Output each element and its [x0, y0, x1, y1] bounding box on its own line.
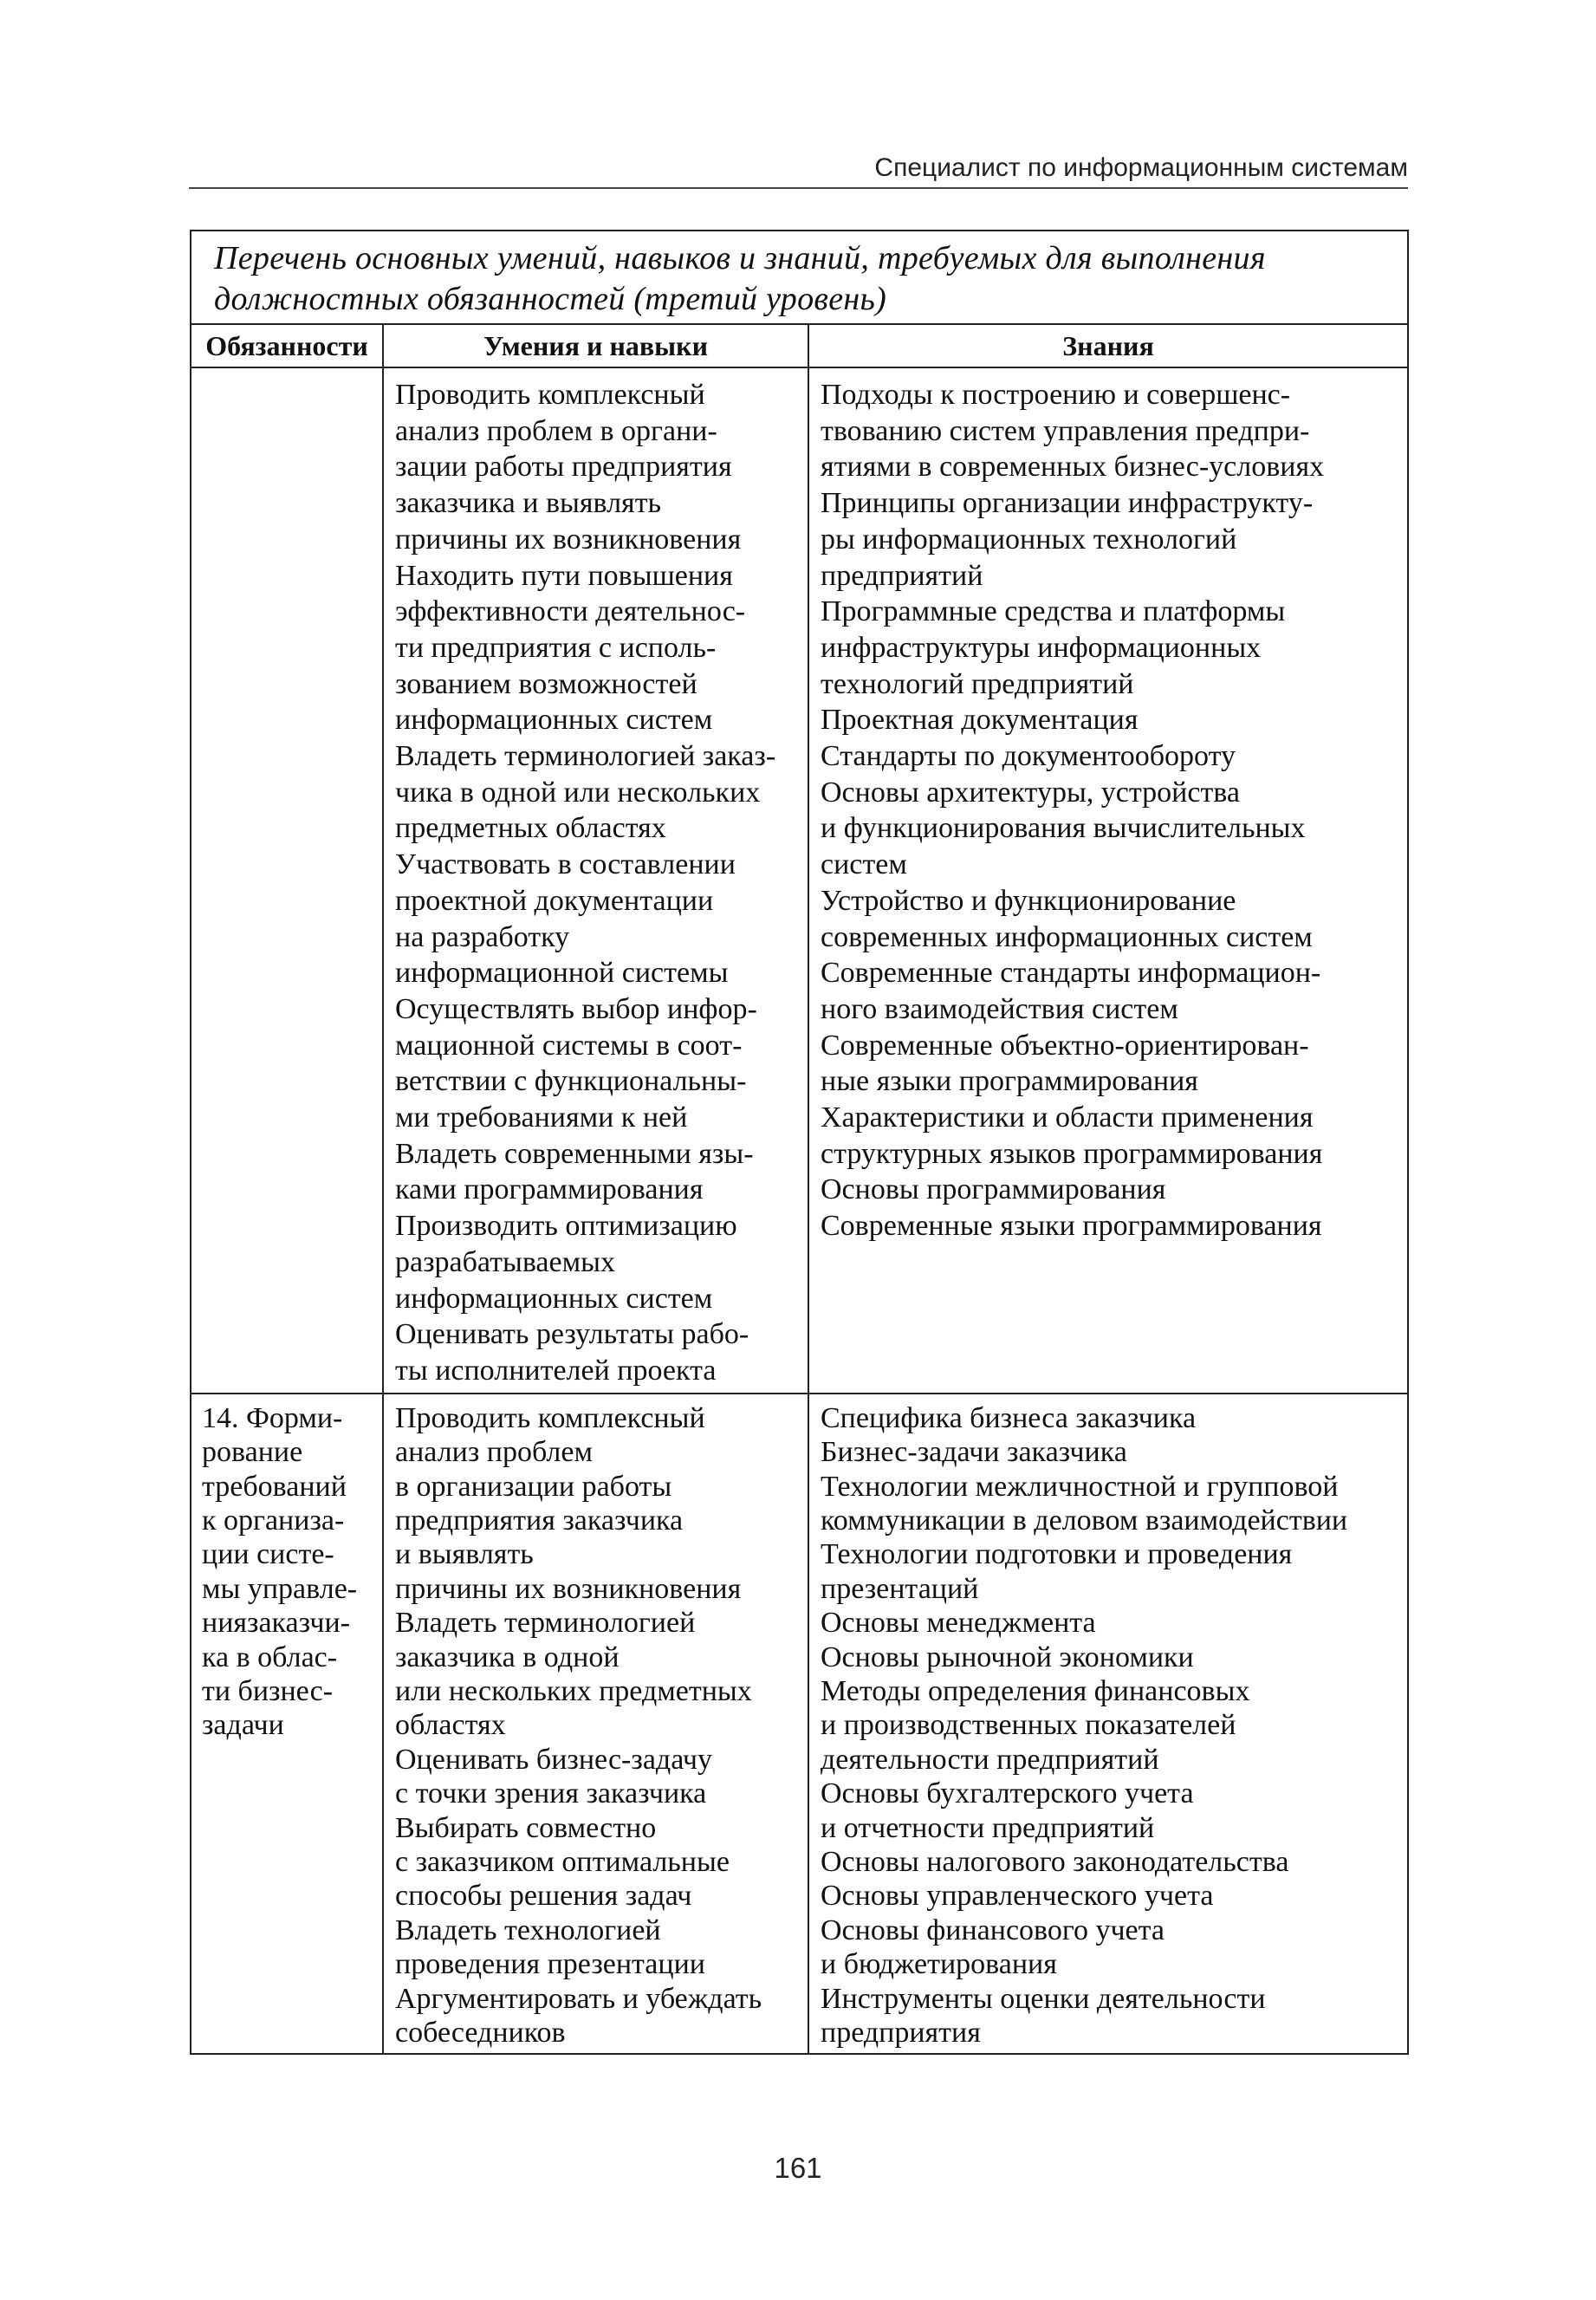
knowledge-line: ного взаимодействия систем [821, 992, 1178, 1025]
table-row [191, 1394, 1408, 2055]
table-row [191, 367, 1408, 1394]
skills-line: Находить пути повышения [395, 559, 733, 592]
skills-line: Оценивать бизнес-задачу [395, 1743, 713, 1776]
running-head-title: Специалист по информационным системам [874, 153, 1408, 182]
skills-line: причины их возникновения [395, 1572, 742, 1605]
duties-skills-knowledge-table [190, 230, 1409, 2055]
knowledge-line: структурных языков программирования [821, 1137, 1323, 1170]
skills-line: Производить оптимизацию [395, 1210, 737, 1243]
knowledge-line: и производственных показателей [821, 1709, 1236, 1742]
knowledge-line: Инструменты оценки деятельности [821, 1982, 1266, 2015]
caption-line: Перечень основных умений, навыков и знаний, требуемых для выполнения [214, 240, 1266, 276]
skills-line: в организации работы [395, 1470, 672, 1503]
skills-line: с заказчиком оптимальные [395, 1845, 730, 1878]
table-caption [191, 231, 1408, 324]
skills-line: собеседников [395, 2017, 566, 2049]
knowledge-line: презентаций [821, 1572, 979, 1605]
skills-line: ты исполнителей проекта [395, 1354, 717, 1387]
duty-cell [191, 1394, 383, 2055]
skills-line: эффективности деятельнос- [395, 595, 746, 628]
duty-line: мы управле- [202, 1572, 358, 1605]
skills-line: зованием возможностей [395, 667, 697, 700]
column-header-duties: Обязанности [191, 324, 383, 367]
knowledge-line: Стандарты по документообороту [821, 740, 1236, 773]
duty-line: задачи [202, 1709, 284, 1742]
knowledge-line: Устройство и функционирование [821, 884, 1236, 917]
table-caption-row [191, 231, 1408, 324]
knowledge-line: предприятий [821, 559, 983, 592]
knowledge-line: ры информационных технологий [821, 523, 1237, 556]
skills-line: проектной документации [395, 884, 714, 917]
knowledge-line: Современные языки программирования [821, 1210, 1322, 1243]
knowledge-line: коммуникации в деловом взаимодействии [821, 1504, 1348, 1537]
skills-line: ветствии с функциональны- [395, 1065, 747, 1098]
knowledge-line: Характеристики и области применения [821, 1101, 1314, 1134]
duty-line: ции систе- [202, 1538, 334, 1571]
duty-line: ка в облас- [202, 1641, 338, 1673]
skills-line: ти предприятия с исполь- [395, 631, 717, 664]
knowledge-line: Методы определения финансовых [821, 1674, 1250, 1707]
knowledge-line: Основы налогового законодательства [821, 1845, 1289, 1878]
knowledge-line: Программные средства и платформы [821, 595, 1286, 628]
skills-line: информационной системы [395, 957, 729, 990]
knowledge-line: предприятия [821, 2017, 981, 2049]
column-header-skills: Умения и навыки [383, 324, 808, 367]
knowledge-cell [808, 367, 1408, 1394]
duty-line: 14. Форми- [202, 1401, 343, 1434]
knowledge-line: Основы управленческого учета [821, 1880, 1214, 1913]
knowledge-line: деятельности предприятий [821, 1743, 1159, 1776]
skills-line: ками программирования [395, 1173, 704, 1206]
skills-line: Оценивать результаты рабо- [395, 1318, 749, 1351]
skills-line: анализ проблем в органи- [395, 414, 717, 447]
skills-line: Владеть современными язы- [395, 1137, 754, 1170]
knowledge-line: Бизнес-задачи заказчика [821, 1436, 1127, 1469]
caption-line: должностных обязанностей (третий уровень) [214, 281, 887, 317]
skills-line: заказчика и выявлять [395, 487, 662, 520]
skills-line: Проводить комплексный [395, 1401, 705, 1434]
skills-line: чика в одной или нескольких [395, 776, 761, 809]
knowledge-line: Современные стандарты информацион- [821, 957, 1321, 990]
duty-line: ти бизнес- [202, 1674, 334, 1707]
knowledge-line: твованию систем управления предпри- [821, 414, 1310, 447]
knowledge-line: и отчетности предприятий [821, 1811, 1155, 1844]
skills-cell [383, 1394, 808, 2055]
duty-line: требований [202, 1470, 347, 1503]
skills-line: Осуществлять выбор инфор- [395, 992, 757, 1025]
skills-line: информационных систем [395, 704, 713, 737]
skills-line: ми требованиями к ней [395, 1101, 688, 1134]
knowledge-line: Основы менеджмента [821, 1607, 1096, 1640]
skills-line: или нескольких предметных [395, 1674, 752, 1707]
knowledge-line: ные языки программирования [821, 1065, 1198, 1098]
knowledge-line: Основы рыночной экономики [821, 1641, 1194, 1673]
knowledge-line: систем [821, 848, 907, 881]
skills-line: предприятия заказчика [395, 1504, 684, 1537]
knowledge-line: Основы программирования [821, 1173, 1166, 1206]
skills-line: причины их возникновения [395, 523, 742, 556]
skills-line: Владеть терминологией заказ- [395, 740, 776, 773]
knowledge-line: и бюджетирования [821, 1948, 1057, 1981]
skills-line: предметных областях [395, 812, 666, 845]
skills-line: заказчика в одной [395, 1641, 620, 1673]
duty-line: ниязаказчи- [202, 1607, 351, 1640]
skills-line: анализ проблем [395, 1436, 593, 1469]
knowledge-line: Проектная документация [821, 704, 1139, 737]
skills-line: зации работы предприятия [395, 451, 732, 484]
skills-line: мационной системы в соот- [395, 1029, 743, 1062]
skills-line: Участвовать в составлении [395, 848, 736, 881]
page-number: 161 [774, 2152, 822, 2184]
skills-line: проведения презентации [395, 1948, 705, 1981]
skills-line: способы решения задач [395, 1880, 692, 1913]
skills-cell [383, 367, 808, 1394]
duty-line: к организа- [202, 1504, 345, 1537]
knowledge-line: инфраструктуры информационных [821, 631, 1262, 664]
knowledge-line: ятиями в современных бизнес-условиях [821, 451, 1325, 484]
knowledge-line: Принципы организации инфраструкту- [821, 487, 1314, 520]
column-header-knowledge: Знания [808, 324, 1408, 367]
knowledge-line: Технологии межличностной и групповой [821, 1470, 1339, 1503]
knowledge-line: Основы финансового учета [821, 1913, 1165, 1946]
skills-line: Владеть терминологией [395, 1607, 696, 1640]
knowledge-line: и функционирования вычислительных [821, 812, 1306, 845]
knowledge-line: Основы бухгалтерского учета [821, 1777, 1194, 1810]
knowledge-line: Подходы к построению и совершенс- [821, 379, 1291, 411]
knowledge-line: Специфика бизнеса заказчика [821, 1401, 1197, 1434]
knowledge-line: Современные объектно-ориентирован- [821, 1029, 1309, 1062]
skills-line: информационных систем [395, 1282, 713, 1315]
knowledge-line: технологий предприятий [821, 667, 1134, 700]
header-rule [189, 187, 1408, 189]
skills-line: разрабатываемых [395, 1245, 615, 1278]
knowledge-cell [808, 1394, 1408, 2055]
skills-line: Владеть технологией [395, 1913, 661, 1946]
knowledge-line: Основы архитектуры, устройства [821, 776, 1241, 809]
skills-line: с точки зрения заказчика [395, 1777, 707, 1810]
knowledge-line: современных информационных систем [821, 920, 1313, 953]
skills-line: и выявлять [395, 1538, 534, 1571]
knowledge-line: Технологии подготовки и проведения [821, 1538, 1293, 1571]
skills-line: Выбирать совместно [395, 1811, 657, 1844]
table-header-row [191, 324, 1408, 367]
duty-line: рование [202, 1436, 303, 1469]
skills-line: Аргументировать и убеждать [395, 1982, 762, 2015]
skills-line: областях [395, 1709, 506, 1742]
duty-cell [191, 367, 383, 1394]
skills-line: Проводить комплексный [395, 379, 705, 411]
skills-line: на разработку [395, 920, 570, 953]
